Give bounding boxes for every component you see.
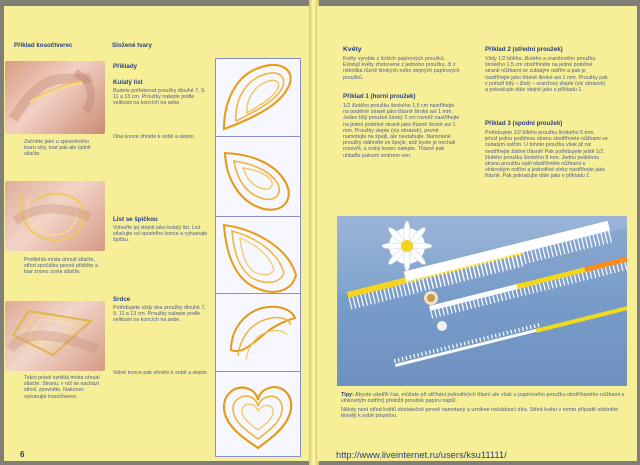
tips-text-2: Někdy není střed květů dostatečně pevně namotaný a vznikne nežádoucí díra. Střed květu v tomto případě stáhněte těsněji k sobě pinzetou. bbox=[341, 406, 619, 420]
left-page bbox=[4, 6, 313, 461]
example-2-title: Příklad 2 (střední proužek) bbox=[485, 46, 563, 53]
flowers-title: Květy bbox=[343, 46, 362, 53]
left-heading: Příklad kosočtverec bbox=[14, 42, 73, 49]
bent-leaf-illustration bbox=[215, 136, 301, 222]
tips-block bbox=[341, 392, 626, 420]
form-title-heart: Srdce bbox=[113, 296, 131, 303]
right-page bbox=[316, 6, 637, 461]
page-number-left: 6 bbox=[20, 450, 25, 459]
form-text-round-leaf: Budete potřebovat proužky dlouhé 7, 9, 11 a 13 cm. Proužky nalepte podle velikosti na koncích na sebe. bbox=[113, 88, 206, 107]
heart-illustration bbox=[215, 371, 301, 457]
form-text-heart: Potřebujete vždy dva proužky dlouhé 7, 9, 11 a 13 cm. Proužky nalepte podle velikosti na koncích na sebe. bbox=[113, 305, 206, 324]
form-text-heart-bend: Volné konce pak ohněte k sobě a slepte. bbox=[113, 370, 209, 376]
center-heading: Složené tvary bbox=[112, 42, 152, 49]
form-title-pointed-leaf: List se špičkou bbox=[113, 216, 158, 223]
examples-title: Příklady bbox=[113, 63, 138, 70]
example-1-text: 1/2 žlutého proužku širokého 1,5 cm nastříhejte na podélné straně jako třásně široké asi 1 mm. Jeden bílý proužek široký 3 cm rovněž nastříhejte na jedné podélné straně jako třásně široké asi 1 mm. Proužky slepte (viz obrázek), pevně namotejte na špejli, ale neutahujte. Namotané proužky stáhněte ze špejle, anž byste je nechali rozevřít, a volný konec nalepte. Třásně pak uhlaďte palcem směrem ven. bbox=[343, 103, 460, 159]
example-1-title: Příklad 1 (horní proužek) bbox=[343, 93, 416, 100]
tips-label: Tipy: bbox=[341, 392, 354, 398]
step-caption-1: Začněte jako u zpevněného tvaru slzy, tvar pak ale úplně stlačte. bbox=[24, 139, 91, 158]
step-caption-3: Takto právě vzniklá místa ohnutí stlačte. Stranu, v níž se nachází střed, zpevněte. Nakonec vytvarujte kosočtverec. bbox=[24, 375, 100, 400]
form-text-bend: Oba konce ohněte k sobě a slepte. bbox=[113, 134, 195, 140]
step-photo-1 bbox=[5, 61, 105, 134]
example-2-text: Vždy 1/2 bílého, žlutého a oranžového proužku širokého 1,5 cm obstříhněte na jedné podélné straně nůžkami se zubatým ostřím a pak je nastříhejte jako třásně široké asi 1 mm. Proužky pak v pořadí bílý – žlutý – oranžový slepte (viz obrázek) a pokračujte dále stejně jako u příkladu 1. bbox=[485, 56, 608, 94]
pointed-leaf-illustration bbox=[215, 216, 301, 304]
tips-text: Abyste ušetřili čas, můžete při stříhání jednotlivých třásní ale však u papírového proužku obstříhaného nůžkami s vlnkovitým ostřím) přeložit proužek papíru napůl. bbox=[341, 392, 625, 405]
step-caption-2: Protilehlá místa ohnutí stlačte, střed zpočátku pevně přidržte a tvar znovu zcela stlačte. bbox=[24, 257, 98, 276]
flower-strips-photo bbox=[337, 216, 627, 386]
heart-halves-illustration bbox=[215, 293, 301, 377]
form-text-pointed-leaf: Vytvořte jej stejně jako kulatý list. List stlačujte od spodního konce a vytvarujte špičku. bbox=[113, 225, 208, 244]
example-3-title: Příklad 3 (spodní proužek) bbox=[485, 120, 563, 127]
round-leaf-illustration bbox=[215, 58, 301, 144]
flowers-text: Květy vyrobte z širších papírových proužků. Existují květy zhotovené z jednoho proužku, či z několika různě širokých nebo stejných papírových proužků. bbox=[343, 56, 460, 81]
watermark-url: http://www.liveinternet.ru/users/ksu11111/ bbox=[336, 449, 507, 460]
example-3-text: Potřebujete 1/2 bílého proužku širokého 5 mm, jehož jednu podélnou stranu obstříhnete nůžkami se zubatým ostřím. U tohoto proužku však již nic nestříhejte žádné třásně! Pak potřebujete ještě 1/2 žlutého proužku širokého 8 mm. Jednu podélnou stranu proužku opět obstříhněte nůžkami s vlnkovitým ostřím a jednotlivé vlnky nastříhejte jako třásně. Pak pokračujte dále jako v příkladu 1. bbox=[485, 130, 608, 180]
form-title-round-leaf: Kulatý list bbox=[113, 79, 143, 86]
step-photo-2 bbox=[5, 181, 105, 251]
step-photo-3 bbox=[5, 301, 105, 371]
